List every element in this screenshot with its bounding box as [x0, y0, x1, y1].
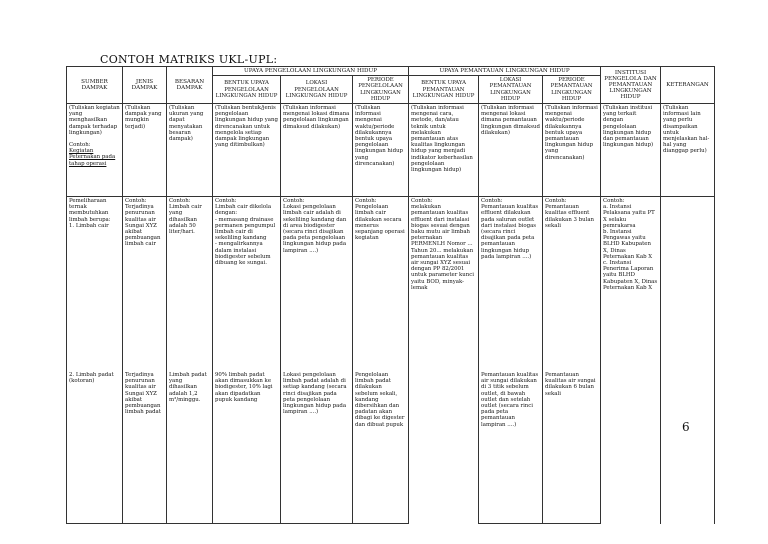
cell-periode-pemantauan-cair: Contoh: Pemantauan kualitas effluent dilakukan 3 bulan sekali	[543, 197, 601, 372]
cell-bentuk-pengelolaan-desc: (Tuliskan bentuk/jenis pengelolaan lingkungan hidup yang direncanakan untuk mengelola setiap dampak lingkungan yang ditimbulkan)	[213, 104, 281, 197]
header-lokasi-pemantauan: LOKASI PEMANTAUAN LINGKUNGAN HIDUP	[479, 76, 543, 104]
header-jenis-dampak: JENIS DAMPAK	[123, 67, 167, 104]
cell-bentuk-pemantauan-desc: (Tuliskan informasi mengenai cara, metode, dan/atau teknik untuk melakukan pemantauan atas kualitas lingkungan hidup yang menjadi indikator keberhasilan pengelolaan lingkungan hidup)	[409, 104, 479, 197]
cell-lokasi-pengelolaan-cair: Contoh: Lokasi pengelolaan limbah cair adalah di sekeliling kandang dan di area biodigester (secara rinci disajikan pada peta pengelolaan lingkungan hidup pada lampiran ....)	[281, 197, 353, 372]
cell-sumber-padat: 2. Limbah padat (kotoran)	[67, 371, 123, 524]
cell-besaran-padat: Limbah padat yang dihasilkan adalah 1,2 m³/minggu.	[167, 371, 213, 524]
cell-lokasi-pengelolaan-padat: Lokasi pengelolaan limbah padat adalah di setiap kandang (secara rinci disajikan pada peta pengelolaan lingkungan hidup pada lampiran ....)	[281, 371, 353, 524]
header-bentuk-pengelolaan: BENTUK UPAYA PENGELOLAAN LINGKUNGAN HIDUP	[213, 76, 281, 104]
cell-sumber-desc	[67, 104, 123, 197]
cell-keterangan-cair	[661, 197, 715, 524]
cell-periode-pengelolaan-cair: Contoh: Pengelolaan limbah cair dilakukan secara menerus sepanjang operasi kegiatan	[353, 197, 409, 372]
table-row-description	[67, 104, 715, 197]
header-periode-pemantauan: PERIODE PEMANTAUAN LINGKUNGAN HIDUP	[543, 76, 601, 104]
cell-periode-pemantauan-desc: (Tuliskan informasi mengenai waktu/periode dilakukannya bentuk upaya pemantauan lingkungan hidup yang direncanakan)	[543, 104, 601, 197]
header-keterangan: KETERANGAN	[661, 67, 715, 104]
header-bentuk-pemantauan: BENTUK UPAYA PEMANTAUAN LINGKUNGAN HIDUP	[409, 76, 479, 104]
cell-besaran-cair: Contoh: Limbah cair yang dihasilkan adalah 50 liter/hari.	[167, 197, 213, 372]
cell-lokasi-pengelolaan-desc: (Tuliskan informasi mengenai lokasi dimana pengelolaan lingkungan dimaksud dilakukan)	[281, 104, 353, 197]
header-group-pengelolaan: UPAYA PENGELOLAAN LINGKUNGAN HIDUP	[213, 67, 409, 76]
cell-institusi-cair: Contoh: a. Instansi Pelaksana yaitu PT X selaku pemrakarsa b. Instansi Pengawas yaitu BLHD Kabupaten X, Dinas Peternakan Kab X c. Instansi Penerima Laporan yaitu BLHD Kabupaten X, Dinas Peternakan Kab X	[601, 197, 661, 524]
page-number: 6	[682, 420, 690, 434]
cell-keterangan-desc: (Tuliskan informasi lain yang perlu disampaikan untuk menjelaskan hal-hal yang dianggap perlu)	[661, 104, 715, 197]
header-sumber-dampak: SUMBER DAMPAK	[67, 67, 123, 104]
header-institusi: INSTITUSI PENGELOLA DAN PEMANTAUAN LINGKUNGAN HIDUP	[601, 67, 661, 104]
header-besaran-dampak: BESARAN DAMPAK	[167, 67, 213, 104]
cell-jenis-cair: Contoh: Terjadinya penurunan kualitas air Sungai XYZ akibat pembuangan limbah cair	[123, 197, 167, 372]
cell-bentuk-pengelolaan-padat: 90% limbah padat akan dimasukkan ke biodigester, 10% lagi akan dipadatkan pupuk kandang	[213, 371, 281, 524]
table-row-limbah-cair	[67, 197, 715, 372]
cell-lokasi-pemantauan-desc: (Tuliskan informasi mengenai lokasi dimana pemantauan lingkungan dimaksud dilakukan)	[479, 104, 543, 197]
cell-periode-pengelolaan-desc: (Tuliskan informasi mengenai waktu/periode dilakukannya bentuk upaya pengelolaan lingkungan hidup yang direncanakan)	[353, 104, 409, 197]
cell-lokasi-pemantauan-cair: Contoh: Pemantauan kualitas effluent dilakukan pada saluran outlet dari instalasi biogas (secara rinci disajikan pada peta pemantauan lingkungan hidup pada lampiran ....)	[479, 197, 543, 372]
header-group-row	[67, 67, 715, 76]
cell-jenis-padat: Terjadinya penurunan kualitas air Sungai XYZ akibat pembuangan limbah padat	[123, 371, 167, 524]
cell-lokasi-pemantauan-padat: Pemantauan kualitas air sungai dilakukan di 3 titik sebelum outlet, di bawah outlet dan setelah outlet (secara rinci pada peta pemantauan lampiran ....)	[479, 371, 543, 524]
cell-sumber-cair: Pemeliharaan ternak membutuhkan limbah berupa: 1. Limbah cair	[67, 197, 123, 372]
cell-institusi-desc: (Tuliskan institusi yang terkait dengan pengelolaan lingkungan hidup dan pemantauan lingkungan hidup)	[601, 104, 661, 197]
cell-bentuk-pemantauan-cair: Contoh: melakukan pemantauan kualitas effluent dari instalasi biogas sesuai dengan baku mutu air limbah peternakan PERMENLH Nomor ... Tahun 20... melakukan pemantauan kualitas air sungai XYZ sesuai dengan PP 82/2001 untuk parameter kunci yaitu BOD, minyak-lemak	[409, 197, 479, 524]
cell-periode-pemantauan-padat: Pemantauan kualitas air sungai dilakukan 6 bulan sekali	[543, 371, 601, 524]
sumber-desc-example: Kegiatan Peternakan pada tahap operasi	[69, 148, 116, 167]
sumber-desc-text: (Tuliskan kegiatan yang menghasilkan dampak terhadap lingkungan)	[69, 105, 120, 136]
cell-periode-pengelolaan-padat: Pengelolaan limbah padat dilakukan sebelum sekali, kandang dibersihkan dan padatan akan dibagi ke digester dan dibuat pupuk	[353, 371, 409, 524]
ukl-upl-matrix-table	[66, 66, 715, 524]
sumber-desc-example-label: Contoh:	[69, 142, 91, 149]
cell-bentuk-pengelolaan-cair: Contoh: Limbah cair dikelola dengan: - memasang drainase permanen pengumpul limbah cair di sekeliling kandang - mengalirkannya dalam instalasi biodigester sebelum dibuang ke sungai.	[213, 197, 281, 372]
header-lokasi-pengelolaan: LOKASI PENGELOLAAN LINGKUNGAN HIDUP	[281, 76, 353, 104]
header-periode-pengelolaan: PERIODE PENGELOLAAN LINGKUNGAN HIDUP	[353, 76, 409, 104]
cell-besaran-desc: (Tuliskan ukuran yang dapat menyatakan besaran dampak)	[167, 104, 213, 197]
document-title: CONTOH MATRIKS UKL-UPL:	[100, 53, 278, 66]
header-group-pemantauan: UPAYA PEMANTAUAN LINGKUNGAN HIDUP	[409, 67, 601, 76]
cell-jenis-desc: (Tuliskan dampak yang mungkin terjadi)	[123, 104, 167, 197]
